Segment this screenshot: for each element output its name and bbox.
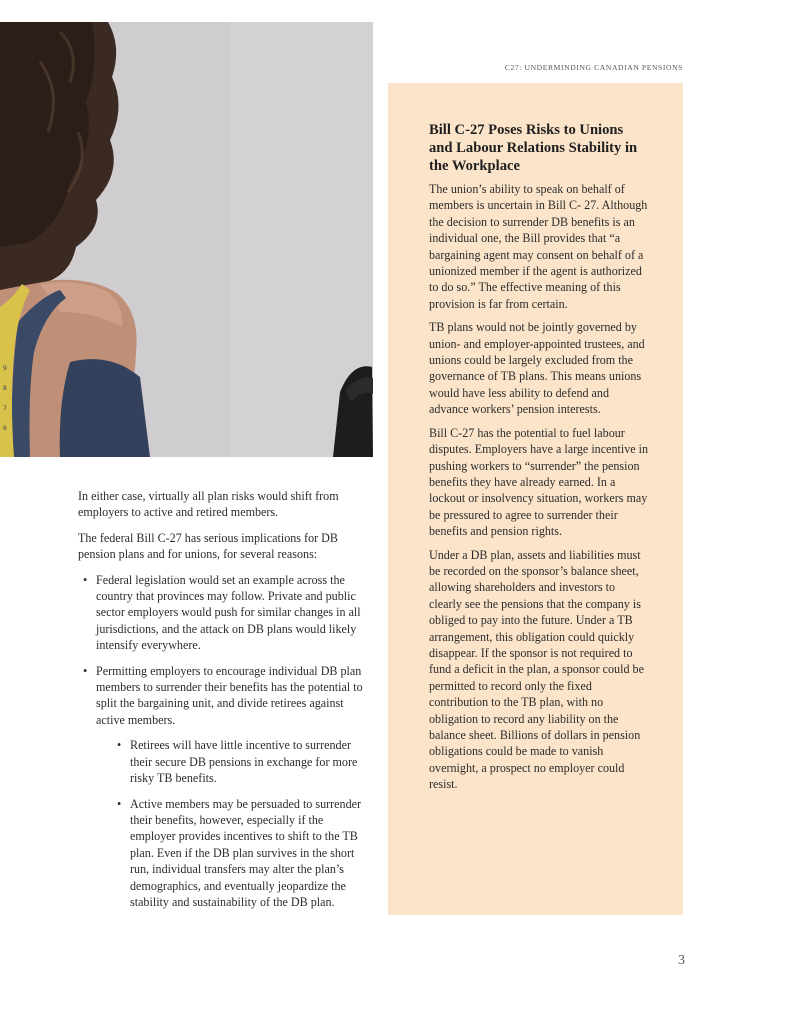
page-number: 3 (678, 953, 685, 968)
body-paragraph: In either case, virtually all plan risks would shift from employers to active and retired members. (78, 489, 339, 520)
sub-bullet-text: Retirees will have little incentive to surrender their secure DB pensions in exchange for more risky TB benefits. (130, 738, 358, 786)
svg-text:7: 7 (3, 405, 7, 412)
svg-text:8: 8 (3, 385, 7, 392)
bullet-text: Federal legislation would set an example across the country that provinces may follow. Private and public sector employers would push for similar changes in all jurisdictions, and the attack on DB plans would likely intensify everywhere. (96, 572, 361, 653)
bullet-item (78, 572, 370, 654)
main-column (78, 488, 370, 919)
sidebar-paragraph: TB plans would not be jointly governed by union- and employer-appointed trustees, and unions could be largely excluded from the governance of TB plans. This means unions would have less ability to defend and advance workers’ pension interests. (429, 320, 645, 417)
sidebar-title: Bill C-27 Poses Risks to Unions and Labour Relations Stability in the Workplace (429, 122, 638, 174)
sidebar-paragraph: The union’s ability to speak on behalf of members is uncertain in Bill C- 27. Although the decision to surrender DB benefits is an individual one, the Bill provides that “a bargaining agent may consent on behalf of a unionized member if the agent is authorized to do so.” The effective meaning of this provision is far from certain. (429, 182, 648, 311)
photo-woman-with-measuring-tape (0, 22, 373, 457)
svg-text:9: 9 (3, 365, 7, 372)
svg-text:6: 6 (3, 425, 7, 432)
bullet-list (78, 572, 370, 911)
bullet-text: Permitting employers to encourage individual DB plan members to surrender their benefits has the potential to split the bargaining unit, and divide retirees against active members. (96, 663, 363, 727)
sidebar-box (388, 83, 683, 915)
sub-bullet-item (96, 737, 370, 786)
sidebar-paragraph: Under a DB plan, assets and liabilities must be recorded on the sponsor’s balance sheet, allowing shareholders and investors to clearly see the pensions that the company is obliged to pay into the future. Under a TB arrangement, this obligation could quickly disappear. If the sponsor is not required to fund a deficit in the plan, a sponsor could be permitted to record only the fixed contribution to the TB plan, with no obligation to record any liability on the balance sheet. Billions of dollars in pension obligations could be made to vanish overnight, a prospect no employer could resist. (429, 547, 644, 792)
sidebar-paragraph: Bill C-27 has the potential to fuel labour disputes. Employers have a large incentive in pushing workers to “surrender” the pension benefits they have already earned. In a lockout or insolvency situation, workers may be pressured to agree to surrender their benefits and pension rights. (429, 425, 649, 539)
running-head: C27: UNDERMINDING CANADIAN PENSIONS (504, 63, 683, 72)
sub-bullet-text: Active members may be persuaded to surrender their benefits, however, especially if the employer provides incentives to shift to the TB plan. Even if the DB plan survives in the short run, individual transfers may alter the plan’s demographics, and eventually jeopardize the stability and sustainability of the DB plan. (130, 796, 362, 909)
body-paragraph: The federal Bill C-27 has serious implications for DB pension plans and for unions, for several reasons: (78, 530, 338, 562)
sub-bullet-list (96, 737, 370, 910)
bullet-item (78, 663, 370, 911)
sub-bullet-item (96, 796, 370, 911)
